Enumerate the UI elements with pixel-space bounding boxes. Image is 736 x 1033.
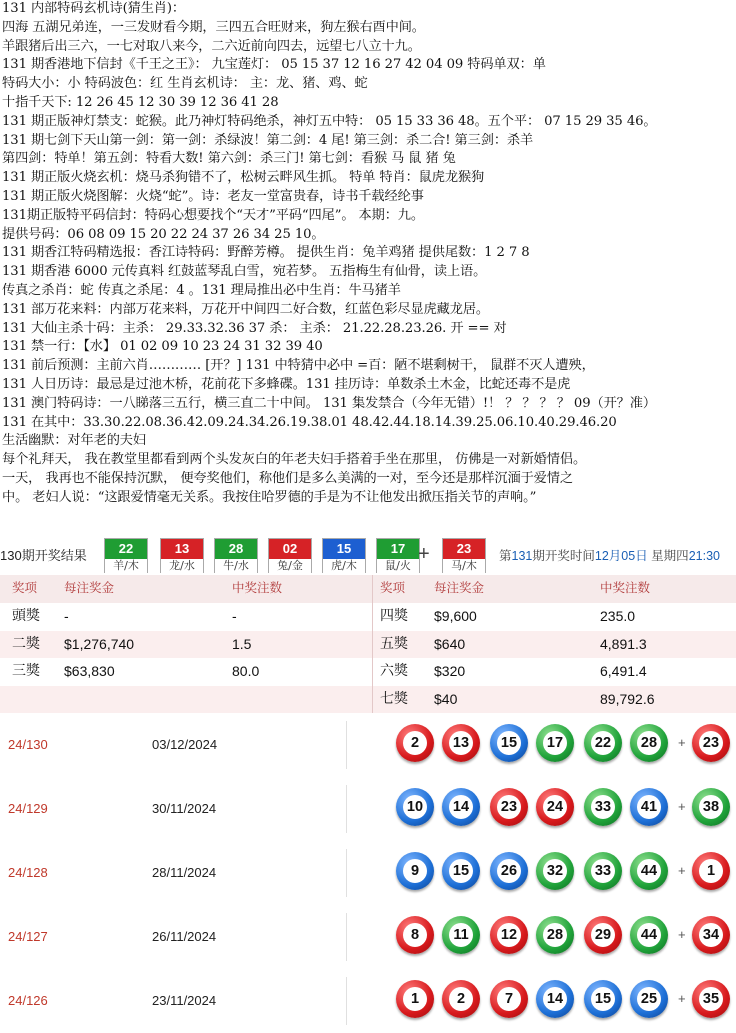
lottery-ball xyxy=(442,724,480,762)
special-lottery-ball xyxy=(692,980,730,1018)
prize-cell: 80.0 xyxy=(232,663,260,679)
ball-number: 14 xyxy=(543,987,567,1011)
plus-sign: + xyxy=(678,863,686,878)
draw-date: 23/11/2024 xyxy=(152,993,217,1008)
lottery-ball xyxy=(490,724,528,762)
special-lottery-ball xyxy=(692,916,730,954)
ball-number: 10 xyxy=(403,795,427,819)
lottery-ball xyxy=(490,916,528,954)
ball-number: 29 xyxy=(591,923,615,947)
lottery-ball xyxy=(536,852,574,890)
text-line: 羊跟猪后出三六，一七对取八来今，二六近前向四去，远望七八立十九。 xyxy=(2,38,421,54)
text-line: 131 期七剑下天山第一剑：第一剑：杀绿波！第二剑：4 尾! 第三剑：杀二合! 第三剑：杀羊 xyxy=(2,132,534,148)
ball-number: 15 xyxy=(497,731,521,755)
ball-number: 22 xyxy=(105,539,147,559)
ball-zodiac: 兔/金 xyxy=(269,559,311,573)
draw-history-list xyxy=(0,713,736,1033)
prize-cell: $63,830 xyxy=(64,663,115,679)
draw-time-label: 期开奖时间 xyxy=(532,549,595,563)
ball-number: 44 xyxy=(637,923,661,947)
prize-cell: 三獎 xyxy=(12,663,40,679)
draw-date: 03/12/2024 xyxy=(152,737,218,752)
ball-number: 2 xyxy=(403,731,427,755)
ball-number: 28 xyxy=(543,923,567,947)
prize-cell: $320 xyxy=(434,663,466,679)
column-header: 每注奖金 xyxy=(434,581,485,595)
prize-cell: 五獎 xyxy=(380,635,408,652)
ball-zodiac: 虎/木 xyxy=(323,559,365,573)
lottery-ball xyxy=(584,724,622,762)
ball-number: 7 xyxy=(497,987,521,1011)
lottery-ball xyxy=(396,852,434,890)
column-divider xyxy=(372,603,373,631)
ball-number: 23 xyxy=(443,539,485,559)
ball-number: 15 xyxy=(323,539,365,559)
ball-number: 33 xyxy=(591,859,615,883)
prize-cell: 6,491.4 xyxy=(600,663,647,679)
ball-zodiac: 羊/木 xyxy=(105,559,147,573)
text-line: 四海 五湖兄弟连，一三发财看今期，三四五合旺财来，狗左猴右酉中间。 xyxy=(2,19,425,35)
prize-cell: $1,276,740 xyxy=(64,635,135,652)
prize-cell: 四獎 xyxy=(380,608,408,624)
column-divider xyxy=(372,686,373,714)
forecast-text-block xyxy=(2,0,734,536)
column-divider xyxy=(372,631,373,659)
lottery-ball xyxy=(536,980,574,1018)
text-line: 131 期正版神灯禁支：蛇猴。此乃神灯特码绝杀，神灯五中特： 05 15 33 36 48。五个平： 07 15 29 35 46。 xyxy=(2,113,657,129)
ball-number: 13 xyxy=(449,731,473,755)
lottery-ball xyxy=(490,788,528,826)
ball-number: 33 xyxy=(591,795,615,819)
text-line: 131 期香港地下信封《千王之王》： 九宝莲灯： 05 15 37 12 16 27 42 04 09 特码单双：单 xyxy=(2,57,546,73)
row-divider xyxy=(346,849,347,897)
lottery-ball xyxy=(396,916,434,954)
text-line: 131 期香港 6000 元传真料 红鼓蓝琴乱白雪，宛若梦。 五指梅生有仙骨，读上语。 xyxy=(2,264,487,280)
lottery-ball xyxy=(396,980,434,1018)
text-line: 131 人日历诗：最忌是过池木桥，花前花下多蜂碟。131 挂历诗：单数杀土木金，比蛇还毒不是虎 xyxy=(2,376,571,392)
lottery-ball xyxy=(630,724,668,762)
text-line: 传真之杀肖：蛇 传真之杀尾：4 。131 理局推出必中生肖：牛马猪羊 xyxy=(2,282,401,298)
ball-number: 9 xyxy=(403,859,427,883)
row-divider xyxy=(346,977,347,1025)
prize-table-row xyxy=(0,686,736,714)
prize-cell: $40 xyxy=(434,690,458,707)
plus-sign: + xyxy=(678,735,686,750)
text-line: 每个礼拜天， 我在教堂里都看到两个头发灰白的年老夫妇手搭着手坐在那里， 仿佛是一对新婚情侣。 xyxy=(2,452,587,468)
column-header: 中奖注数 xyxy=(232,581,283,595)
text-line: 特码大小：小 特码波色：红 生肖玄机诗： 主：龙、猪、鸡、蛇 xyxy=(2,76,368,92)
column-divider xyxy=(372,575,373,603)
ball-zodiac: 鼠/火 xyxy=(377,559,419,573)
special-lottery-ball xyxy=(692,852,730,890)
ball-number: 23 xyxy=(699,731,723,755)
result-special-ball xyxy=(442,538,486,573)
plus-sign: + xyxy=(418,543,430,565)
column-header: 奖项 xyxy=(12,581,38,595)
issue-number: 24/129 xyxy=(8,801,48,816)
history-row xyxy=(0,905,736,969)
draw-prefix: 第 xyxy=(499,549,512,563)
ball-number: 35 xyxy=(699,987,723,1011)
plus-sign: + xyxy=(678,799,686,814)
lottery-ball xyxy=(442,916,480,954)
ball-number: 02 xyxy=(269,539,311,559)
draw-date: 28/11/2024 xyxy=(152,865,217,880)
ball-number: 13 xyxy=(161,539,203,559)
prize-table-row xyxy=(0,603,736,631)
text-line: 131 在其中：33.30.22.08.36.42.09.24.34.26.19.38.01 48.42.44.18.14.39.25.06.10.40.29.46.20 xyxy=(2,414,617,430)
ball-number: 41 xyxy=(637,795,661,819)
special-lottery-ball xyxy=(692,724,730,762)
column-header: 每注奖金 xyxy=(64,581,115,595)
text-line: 131 期正版火烧玄机：烧马杀狗错不了，松树云畔风生抓。 特单 特肖：鼠虎龙猴狗 xyxy=(2,170,485,186)
prize-table-header xyxy=(0,575,736,603)
lottery-ball xyxy=(584,916,622,954)
issue-number: 24/130 xyxy=(8,737,48,752)
lottery-ball xyxy=(396,788,434,826)
prize-cell: $640 xyxy=(434,635,466,652)
special-lottery-ball xyxy=(692,788,730,826)
text-line: 一天， 我再也不能保持沉默， 便夸奖他们，称他们是多么美满的一对，至今还是那样沉湎于爱情之 xyxy=(2,470,573,486)
text-line: 131 内部特码玄机诗(猜生肖)： xyxy=(2,1,186,16)
draw-date: 26/11/2024 xyxy=(152,929,217,944)
prize-cell: 235.0 xyxy=(600,608,636,624)
row-divider xyxy=(346,913,347,961)
text-line: 131 大仙主杀十码：主杀： 29.33.32.36 37 杀： 主杀： 21.22.28.23.26. 开 == 对 xyxy=(2,320,507,336)
ball-number: 44 xyxy=(637,859,661,883)
column-header: 中奖注数 xyxy=(600,581,651,595)
prize-cell: 二獎 xyxy=(12,635,40,652)
result-ball xyxy=(268,538,312,573)
prize-table-row xyxy=(0,658,736,686)
lottery-ball xyxy=(396,724,434,762)
issue-number: 24/126 xyxy=(8,993,48,1008)
history-row xyxy=(0,713,736,777)
text-line: 131 禁一行：【水】 01 02 09 10 23 24 31 32 39 40 xyxy=(2,339,323,355)
prize-table-row xyxy=(0,631,736,659)
ball-number: 17 xyxy=(543,731,567,755)
column-header: 奖项 xyxy=(380,581,406,595)
ball-zodiac: 龙/水 xyxy=(161,559,203,573)
text-line: 131 部万花来料：内部万花来料，万花开中间四二好合数，红蓝色彩尽显虎藏龙居。 xyxy=(2,301,490,317)
plus-sign: + xyxy=(678,991,686,1006)
lottery-ball xyxy=(536,724,574,762)
ball-number: 28 xyxy=(637,731,661,755)
ball-number: 26 xyxy=(497,859,521,883)
history-row xyxy=(0,969,736,1033)
lottery-ball xyxy=(584,788,622,826)
lottery-ball xyxy=(630,980,668,1018)
previous-result-bar xyxy=(0,537,736,575)
lottery-ball xyxy=(442,852,480,890)
ball-number: 32 xyxy=(543,859,567,883)
result-ball xyxy=(104,538,148,573)
prize-cell: - xyxy=(64,608,69,624)
result-ball xyxy=(160,538,204,573)
prize-cell: 4,891.3 xyxy=(600,635,647,652)
prize-cell: $9,600 xyxy=(434,608,477,624)
ball-number: 23 xyxy=(497,795,521,819)
row-divider xyxy=(346,721,347,769)
prize-cell: 六獎 xyxy=(380,663,408,679)
lottery-ball xyxy=(584,852,622,890)
draw-weekday: 星期四 xyxy=(647,549,689,563)
draw-number: 131 xyxy=(511,549,533,563)
ball-number: 1 xyxy=(699,859,723,883)
ball-number: 12 xyxy=(497,923,521,947)
text-line: 生活幽默：对年老的夫妇 xyxy=(2,433,146,449)
issue-number: 24/127 xyxy=(8,929,48,944)
text-line: 提供号码：06 08 09 15 20 22 24 37 26 34 25 10。 xyxy=(2,226,325,242)
plus-sign: + xyxy=(678,927,686,942)
prize-cell: 1.5 xyxy=(232,635,252,652)
history-row xyxy=(0,841,736,905)
lottery-ball xyxy=(630,852,668,890)
ball-number: 25 xyxy=(637,987,661,1011)
prize-table xyxy=(0,575,736,713)
next-draw-info xyxy=(499,546,720,564)
ball-number: 1 xyxy=(403,987,427,1011)
result-ball xyxy=(214,538,258,573)
issue-number: 24/128 xyxy=(8,865,48,880)
lottery-ball xyxy=(630,916,668,954)
lottery-ball xyxy=(490,852,528,890)
prize-cell: 七獎 xyxy=(380,690,408,707)
ball-number: 24 xyxy=(543,795,567,819)
column-divider xyxy=(372,658,373,686)
ball-number: 15 xyxy=(449,859,473,883)
text-line: 中。 老妇人说：“这跟爱情毫无关系。我按住哈罗德的手是为不让他发出掀压指关节的声响。” xyxy=(2,489,537,505)
lottery-ball xyxy=(442,980,480,1018)
ball-number: 14 xyxy=(449,795,473,819)
result-prefix: 130期开奖结果 xyxy=(0,548,87,563)
result-ball xyxy=(322,538,366,573)
history-row xyxy=(0,777,736,841)
lottery-ball xyxy=(442,788,480,826)
result-ball xyxy=(376,538,420,573)
ball-number: 8 xyxy=(403,923,427,947)
lottery-ball xyxy=(490,980,528,1018)
lottery-ball xyxy=(630,788,668,826)
draw-date: 12月05日 xyxy=(594,549,648,563)
lottery-ball xyxy=(584,980,622,1018)
prize-cell: 頭獎 xyxy=(12,608,40,624)
ball-number: 17 xyxy=(377,539,419,559)
text-line: 131期正版特平码信封：特码心想要找个“天才”平码“四尾”。 本期：九。 xyxy=(2,207,424,223)
ball-number: 34 xyxy=(699,923,723,947)
draw-time: 21:30 xyxy=(688,549,720,563)
text-line: 131 期香江特码精选报：香江诗特码：野醉芳樽。 提供生肖：兔羊鸡猪 提供尾数：1 2 7 8 xyxy=(2,245,530,261)
prize-cell: - xyxy=(232,608,237,624)
text-line: 131 前后预测：主前六肖………… [开？] 131 中特猜中必中 =百：陋不堪剩树干， 鼠群不灭人遭殃， xyxy=(2,358,595,374)
ball-zodiac: 马/木 xyxy=(443,559,485,573)
text-line: 十指千天下: 12 26 45 12 30 39 12 36 41 28 xyxy=(2,94,279,110)
draw-date: 30/11/2024 xyxy=(152,801,217,816)
text-line: 131 期正版火烧图解：火烧“蛇”。诗：老友一堂富贵春，诗书千载经纶事 xyxy=(2,188,424,204)
text-line: 131 澳门特码诗：一八睇落三五行，横三直二十中间。 131 集发禁合（今年无错）!！ ？ ？ ？ ？ 09（开？准） xyxy=(2,395,656,411)
ball-number: 38 xyxy=(699,795,723,819)
ball-number: 2 xyxy=(449,987,473,1011)
ball-zodiac: 牛/水 xyxy=(215,559,257,573)
text-line: 第四剑：特单！第五剑：特看大数! 第六剑：杀三门! 第七剑：看猴 马 鼠 猪 兔 xyxy=(2,151,456,167)
ball-number: 11 xyxy=(449,923,473,947)
prize-cell: 89,792.6 xyxy=(600,690,655,707)
row-divider xyxy=(346,785,347,833)
lottery-ball xyxy=(536,916,574,954)
lottery-ball xyxy=(536,788,574,826)
ball-number: 15 xyxy=(591,987,615,1011)
ball-number: 28 xyxy=(215,539,257,559)
ball-number: 22 xyxy=(591,731,615,755)
